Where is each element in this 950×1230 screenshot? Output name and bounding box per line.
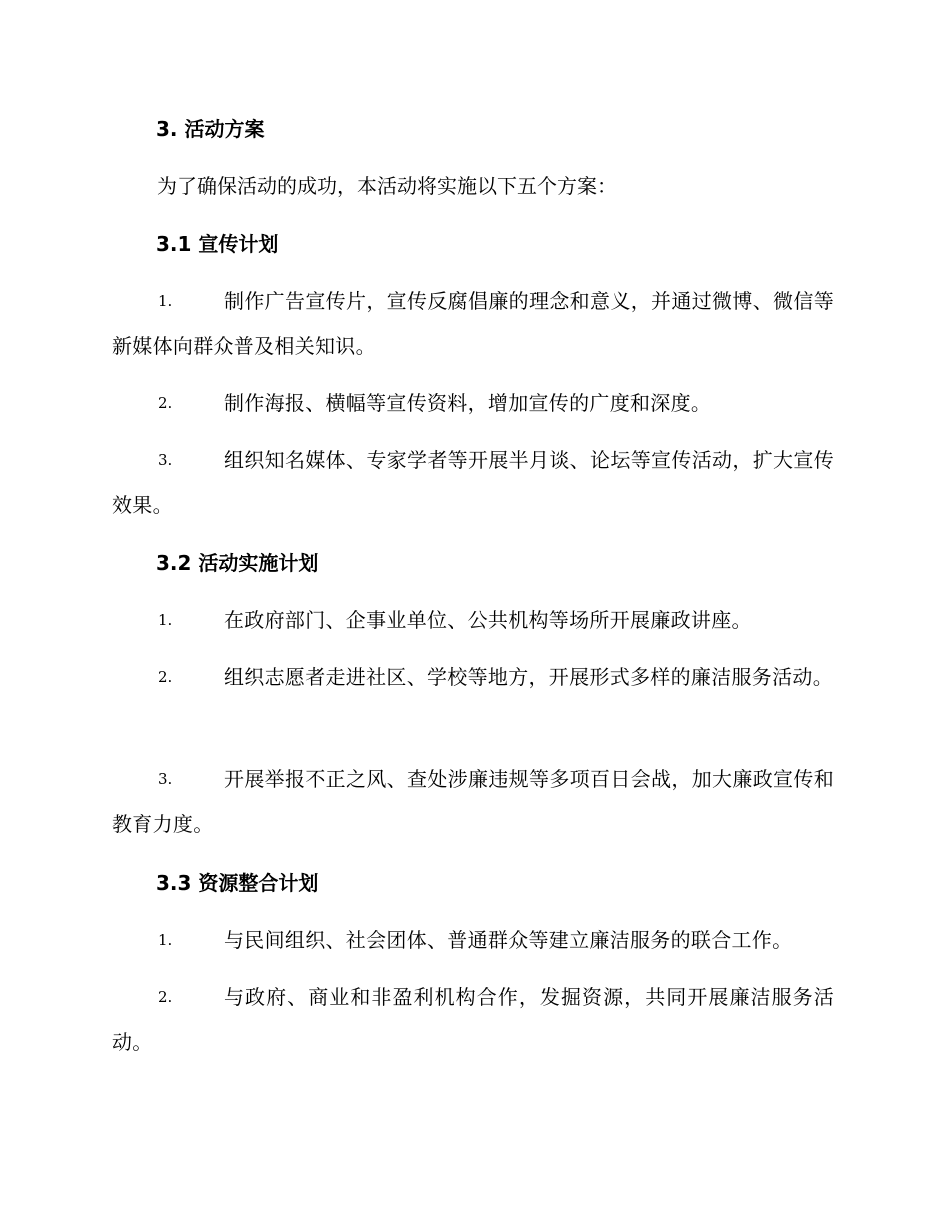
- subsection-heading-3-2: 3.2 活动实施计划: [156, 551, 319, 575]
- list-item: [112, 279, 834, 369]
- list-item: [112, 655, 834, 700]
- subsection-heading-3-3: 3.3 资源整合计划: [156, 871, 319, 895]
- subsection-heading-3-1: 3.1 宣传计划: [156, 232, 279, 256]
- list-number: 2.: [158, 988, 173, 1006]
- list-item: [112, 975, 834, 1065]
- section-intro: 为了确保活动的成功，本活动将实施以下五个方案：: [157, 174, 617, 198]
- list-text: 组织知名媒体、专家学者等开展半月谈、论坛等宣传活动，扩大宣传效果。: [112, 448, 834, 517]
- list-text: 在政府部门、企事业单位、公共机构等场所开展廉政讲座。: [224, 608, 752, 632]
- list-text: 组织志愿者走进社区、学校等地方，开展形式多样的廉洁服务活动。: [224, 665, 833, 689]
- list-text: 开展举报不正之风、查处涉廉违规等多项百日会战，加大廉政宣传和教育力度。: [112, 767, 834, 836]
- list-number: 1.: [158, 931, 173, 949]
- section-heading: 3. 活动方案: [156, 117, 265, 141]
- list-number: 1.: [158, 611, 173, 629]
- list-item: [112, 918, 834, 963]
- list-item: [112, 438, 834, 528]
- list-text: 与政府、商业和非盈利机构合作，发掘资源，共同开展廉洁服务活动。: [112, 985, 834, 1054]
- list-text: 制作广告宣传片，宣传反腐倡廉的理念和意义，并通过微博、微信等新媒体向群众普及相关知识。: [112, 289, 834, 358]
- list-item: [112, 381, 834, 426]
- list-number: 2.: [158, 668, 173, 686]
- list-item: [112, 757, 834, 847]
- list-number: 2.: [158, 394, 173, 412]
- list-number: 1.: [158, 292, 173, 310]
- list-text: 与民间组织、社会团体、普通群众等建立廉洁服务的联合工作。: [224, 928, 793, 952]
- list-number: 3.: [158, 451, 173, 469]
- list-item: [112, 598, 834, 643]
- list-number: 3.: [158, 770, 173, 788]
- list-text: 制作海报、横幅等宣传资料，增加宣传的广度和深度。: [224, 391, 712, 415]
